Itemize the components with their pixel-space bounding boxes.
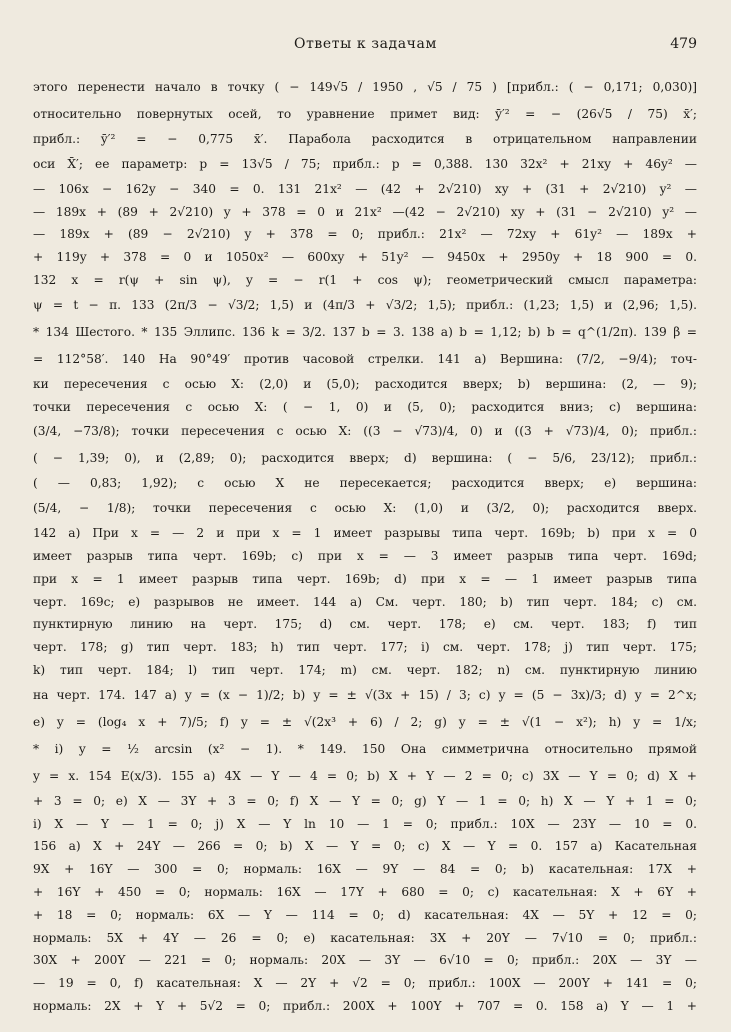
answers-text xyxy=(33,74,697,1018)
text-line: (3/4, −73/8); точки пересечения с осью X: ((3 − √73)/4, 0) и ((3 + √73)/4, 0); прибл.: xyxy=(33,424,697,439)
text-line: — 189x + (89 + 2√210) y + 378 = 0 и 21x² —(42 − 2√210) xy + (31 − 2√210) y² — xyxy=(33,204,697,219)
text-line: = 112°58′. 140 На 90°49′ против часовой стрелки. 141 a) Вершина: (7/2, −9/4); точ- xyxy=(33,351,697,366)
text-line: черт. 169c; e) разрывов не имеет. 144 a) См. черт. 180; b) тип черт. 184; c) см. xyxy=(33,594,697,609)
text-line: ( − 1,39; 0), и (2,89; 0); расходится вверх; d) вершина: ( − 5/6, 23/12); прибл.: xyxy=(33,451,697,466)
text-line: * i) y = ½ arcsin (x² − 1). * 149. 150 Она симметрична относительно прямой xyxy=(33,741,697,756)
text-line: 30X + 200Y — 221 = 0; нормаль: 20X — 3Y — 6√10 = 0; прибл.: 20X — 3Y — xyxy=(33,953,697,968)
text-line: относительно повернутых осей, то уравнение примет вид: ȳ′² = − (26√5 / 75) x̄′; xyxy=(33,107,697,121)
text-line: — 19 = 0, f) касательная: X — 2Y + √2 = 0; прибл.: 100X — 200Y + 141 = 0; xyxy=(33,976,697,991)
running-head xyxy=(34,36,697,58)
text-line: — 189x + (89 − 2√210) y + 378 = 0; прибл.: 21x² — 72xy + 61y² — 189x + xyxy=(33,227,697,242)
text-line: (5/4, − 1/8); точки пересечения с осью X: (1,0) и (3/2, 0); расходится вверх. xyxy=(33,501,697,516)
text-line: ( — 0,83; 1,92); с осью X не пересекается; расходится вверх; e) вершина: xyxy=(33,476,697,491)
text-line: 156 a) X + 24Y — 266 = 0; b) X — Y = 0; c) X — Y = 0. 157 a) Касательная xyxy=(33,839,697,854)
text-line: + 119y + 378 = 0 и 1050x² — 600xy + 51y² — 9450x + 2950y + 18 900 = 0. xyxy=(33,250,697,265)
text-line: k) тип черт. 184; l) тип черт. 174; m) см. черт. 182; n) см. пунктирную линию xyxy=(33,662,697,677)
text-line: i) X — Y — 1 = 0; j) X — Y ln 10 — 1 = 0; прибл.: 10X — 23Y — 10 = 0. xyxy=(33,816,697,831)
text-line: черт. 178; g) тип черт. 183; h) тип черт. 177; i) см. черт. 178; j) тип черт. 175; xyxy=(33,640,697,655)
text-line: + 16Y + 450 = 0; нормаль: 16X — 17Y + 680 = 0; c) касательная: X + 6Y + xyxy=(33,884,697,899)
text-line: нормаль: 5X + 4Y — 26 = 0; e) касательная: 3X + 20Y — 7√10 = 0; прибл.: xyxy=(33,930,697,945)
text-line: при x = 1 имеет разрыв типа черт. 169b; d) при x = — 1 имеет разрыв типа xyxy=(33,571,697,586)
text-line: 9X + 16Y — 300 = 0; нормаль: 16X — 9Y — 84 = 0; b) касательная: 17X + xyxy=(33,862,697,877)
text-line: точки пересечения с осью X: ( − 1, 0) и (5, 0); расходится вниз; c) вершина: xyxy=(33,399,697,414)
text-line: нормаль: 2X + Y + 5√2 = 0; прибл.: 200X + 100Y + 707 = 0. 158 a) Y — 1 + xyxy=(33,998,697,1013)
running-head-title: Ответы к задачам xyxy=(294,36,437,52)
text-line: имеет разрыв типа черт. 169b; c) при x = — 3 имеет разрыв типа черт. 169d; xyxy=(33,548,697,563)
text-line: пунктирную линию на черт. 175; d) см. черт. 178; e) см. черт. 183; f) тип xyxy=(33,617,697,632)
page-number: 479 xyxy=(670,36,697,52)
text-line: прибл.: ȳ′² = − 0,775 x̄′. Парабола расходится в отрицательном направлении xyxy=(33,132,697,146)
text-line: оси X̄′; ее параметр: p = 13√5 / 75; прибл.: p = 0,388. 130 32x² + 21xy + 46y² — xyxy=(33,156,697,171)
text-line: — 106x − 162y − 340 = 0. 131 21x² — (42 + 2√210) xy + (31 + 2√210) y² — xyxy=(33,181,697,196)
text-line: * 134 Шестого. * 135 Эллипс. 136 k = 3/2. 137 b = 3. 138 a) b = 1,12; b) b = q^(1/2π). 139 β = xyxy=(33,324,697,339)
text-line: + 18 = 0; нормаль: 6X — Y — 114 = 0; d) касательная: 4X — 5Y + 12 = 0; xyxy=(33,907,697,922)
text-line: y = x. 154 E(x/3). 155 a) 4X — Y — 4 = 0; b) X + Y — 2 = 0; c) 3X — Y = 0; d) X + xyxy=(33,768,697,783)
text-line: на черт. 174. 147 a) y = (x − 1)/2; b) y = ± √(3x + 15) / 3; c) y = (5 − 3x)/3; d) y = 2^x; xyxy=(33,687,697,702)
text-line: ψ = t − π. 133 (2π/3 − √3/2; 1,5) и (4π/3 + √3/2; 1,5); прибл.: (1,23; 1,5) и (2,96; 1,5). xyxy=(33,297,697,312)
text-line: ки пересечения с осью X: (2,0) и (5,0); расходится вверх; b) вершина: (2, — 9); xyxy=(33,376,697,391)
text-line: 132 x = r(ψ + sin ψ), y = − r(1 + cos ψ); геометрический смысл параметра: xyxy=(33,272,697,287)
text-line: e) y = (log₄ x + 7)/5; f) y = ± √(2x³ + 6) / 2; g) y = ± √(1 − x²); h) y = 1/x; xyxy=(33,714,697,729)
text-line: 142 a) При x = — 2 и при x = 1 имеет разрывы типа черт. 169b; b) при x = 0 xyxy=(33,526,697,541)
text-line: + 3 = 0; e) X — 3Y + 3 = 0; f) X — Y = 0; g) Y — 1 = 0; h) X — Y + 1 = 0; xyxy=(33,793,697,808)
text-line: этого перенести начало в точку ( − 149√5 / 1950 , √5 / 75 ) [прибл.: ( − 0,171; 0,030)] xyxy=(33,80,697,94)
